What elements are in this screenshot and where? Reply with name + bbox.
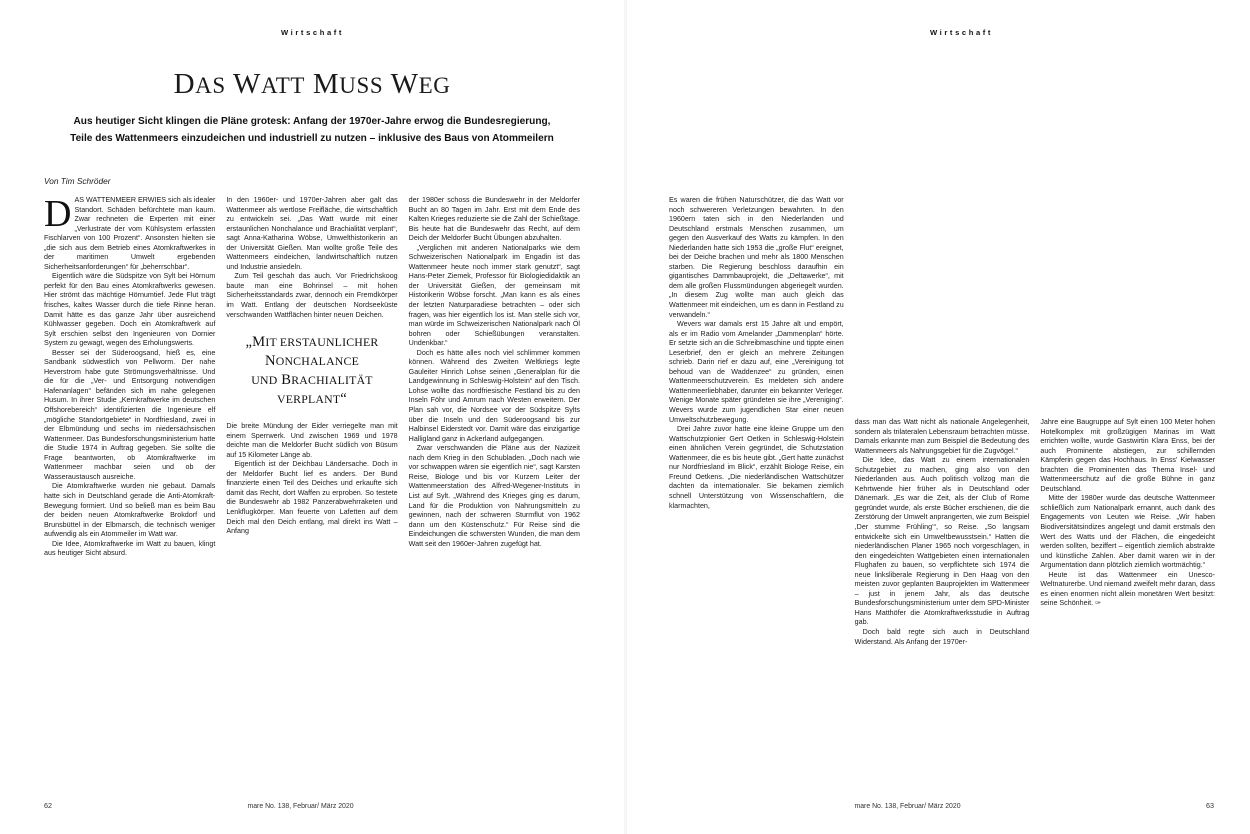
body-column-5 xyxy=(855,196,1030,784)
column-3-para-1: der 1980er schoss die Bundeswehr in der Meldorfer Bucht an 80 Tagen im Jahr. Erst mit dem Ende des Kalten Krieges reduzierte sie die Zahl der Schießtage. Bis heute hat die Bundeswehr das Recht, auf dem Deich der Meldorfer Bucht Übungen abzuhalten. xyxy=(408,196,580,243)
body-column-6 xyxy=(1040,196,1215,784)
column-2-para-1: In den 1960er- und 1970er-Jahren aber galt das Wattenmeer als wertlose Freifläche, die wirtschaftlich zu entwickeln sei. „Das Watt wurde mit einer erstaunlichen Nonchalance und Brachialität verplant“, sagt Anna-Katharina Wöbse, Umwelthistorikerin an der Universität Gießen. Man wollte große Teile des Wattenmeers eindeichen, landwirtschaftlich nutzen und Industrie ansiedeln. xyxy=(226,196,398,271)
headline-block xyxy=(44,68,580,147)
pull-quote-line-2: NONCHALANCE xyxy=(264,353,359,370)
column-4-para-1-full: Es waren die frühen Naturschützer, die das Watt vor noch schwereren Verletzungen bewahrten. In den 1960ern taten sich in den Niederlanden und Deutschland erstmals Menschen zusammen, um gegen den Ausverkauf des Watts zu kämpfen. In den Niederlanden hatte sich 1953 die „große Flut“ ereignet, bei der Deiche brachen und mehr als 1800 Menschen starben. Die Regierung beschloss daraufhin ein gigantisches Dammbauprojekt, die „Deltawerke“, mit dem alle großen Flussmündungen abgeriegelt wurden. „In diesem Zug wollte man auch gleich das Wattenmeer mit eindeichen, um es dann in Festland zu verwandeln.“ xyxy=(669,196,844,319)
column-6-para-2: Mitte der 1980er wurde das deutsche Wattenmeer schließlich zum Nationalpark ernannt, auch dank des Engagements von Leuten wie Reise. „Wir haben Biodiversitätsindizes angelegt und damit erstmals den Wert des Watts und der Flächen, die eingedeicht werden sollten, beziffert – eigentlich ziemlich abstrakte und künstliche Zahlen. Aber damit waren wir in der Argumentation dann plötzlich ziemlich wortmächtig.“ xyxy=(1040,494,1216,570)
subhead-line-1: Aus heutiger Sicht klingen die Pläne grotesk: Anfang der 1970er-Jahre erwog die Bundesregierung, xyxy=(73,116,551,127)
subhead xyxy=(44,114,580,147)
column-6-para-3: Heute ist das Wattenmeer ein Unesco-Weltnaturerbe. Und niemand zweifelt mehr daran, dass es einen enormen nicht allein monetären Wert besitzt: seine Schönheit. ✑ xyxy=(1040,570,1216,608)
body-column-2 xyxy=(226,196,397,784)
drop-cap: D xyxy=(44,193,72,235)
body-column-1 xyxy=(44,193,216,784)
column-2-para-4: Eigentlich ist der Deichbau Ländersache. Doch in der Meldorfer Bucht lief es anders. Der Bund finanzierte einen Teil des Deiches und erkaufte sich damit das Recht, dort Waffen zu erproben. So testete die Bundeswehr ab 1982 Panzerabwehrraketen und Lenkflugkörper. Man feuerte von Lafetten auf dem Deich mal den Deich entlang, mal direkt ins Watt – Anfang xyxy=(226,460,398,536)
body-columns-right xyxy=(669,196,1215,784)
column-1-para-1: AS WATTENMEER ERWIES sich als idealer Standort. Schäden befürchtete man kaum. Zwar rechneten die Experten mit einer „Verlustrate der vom Kühlsystem erfassten Fischlarven von 100 Prozent“. Ansonsten hielten sie „die sich aus dem Betrieb eines Atomkraftwerkes in der maritimen Umwelt ergebenden Sicherheitsanforderungen“ für „beherrschbar“. xyxy=(44,196,216,271)
column-6-para-1: Jahre eine Baugruppe auf Sylt einen 100 Meter hohen Hotelkomplex mit großzügigen Marinas im Watt errichten wollte, wurde Gastwirtin Klara Enss, bei der auch Prominente abstiegen, zur schillernden Kämpferin gegen das Hochhaus. In Enss' Kielwasser brachten die Prominenten das Thema Insel- und Wattenmeerschutz auf die große Bühne in ganz Deutschland. xyxy=(1040,418,1216,493)
column-5-para-3: Doch bald regte sich auch in Deutschland Widerstand. Als Anfang der 1970er- xyxy=(854,628,1030,646)
column-4-para-2: Wevers war damals erst 15 Jahre alt und empört, als er im Radio vom Amelander „Dammenplan“ hörte. Er setzte sich an die Schreibmaschine und tippte einen Leserbrief, den er gleich an mehrere Zeitungen schrieb. Darin rief er dazu auf, eine „Vereinigung tot behoud van de Waddenzee“ zu gründen, einen Wattenmeerschutzverein. Es meldeten sich andere Wattenmeerliebhaber, darunter ein bekannter Verleger. Wenige Monate später gründeten sie ihre „Vereniging“. Wevers wurde zum jugendlichen Star einer neuen Umweltschutzbewegung. xyxy=(669,320,844,424)
pull-quote-line-1: „MIT ERSTAUNLICHER xyxy=(245,334,379,351)
column-1-para-5: Die Idee, Atomkraftwerke im Watt zu bauen, klingt aus heutiger Sicht absurd. xyxy=(44,539,216,558)
pull-quote-line-3: UND BRACHIALITÄT xyxy=(251,372,373,389)
column-2-para-2: Zum Teil geschah das auch. Vor Friedrichskoog baute man eine Bohrinsel – mit hohen Sicherheitsstandards zwar, dennoch ein Fremdkörper im Watt. Entlang der deutschen Nordseeküste verschwanden Wattflächen hinter neuen Deichen. xyxy=(226,272,398,319)
lead-paragraph xyxy=(44,193,216,272)
running-head-right: Wirtschaft xyxy=(929,28,994,37)
folio-right: 63 xyxy=(1206,801,1214,810)
column-3-para-3: Doch es hätte alles noch viel schlimmer kommen können. Während des Zweiten Weltkriegs legte Gauleiter Hinrich Lohse seinen „Generalplan für die Landgewinnung in Schleswig-Holstein“ auf den Tisch. Lohse wollte das nordfriesische Festland bis zu den Inseln Föhr und Amrum nach Westen erweitern. Der Plan sah vor, die Nordsee vor der Südspitze Sylts über die Inseln und den Süderoogsand bis zur Halbinsel Eiderstedt vor. Damit wäre das einzigartige Halligland ganz in Ackerland aufgegangen. xyxy=(408,348,580,443)
page-title: DAS WATT MUSS WEG xyxy=(173,68,451,100)
column-3-para-2: „Verglichen mit anderen Nationalparks wie dem Schweizerischen Nationalpark im Engadin ist das Wattenmeer heute noch immer stark genutzt“, sagt Hans-Peter Ziemek, Professor für Biologiedidaktik an der Universität Gießen, der gemeinsam mit Historikerin Wöbse forscht. „Man kann es als eines der letzten Naturparadiese betrachten – oder sich fragen, was hier eigentlich los ist. Man stelle sich vor, man würde im Schweizerischen Nationalpark nach Öl bohren oder Schießübungen veranstalten. Undenkbar.“ xyxy=(408,243,580,348)
folio-left: 62 xyxy=(44,801,52,810)
body-columns-left xyxy=(44,193,580,784)
column-5-para-2: Die Idee, das Watt zu einem internationalen Schutzgebiet zu machen, ging also von den Niederlanden aus. Auch politisch vollzog man die Kehrtwende hier früher als in Deutschland oder Dänemark. „Es war die Zeit, als der Club of Rome gegründet wurde, als erste Bücher erschienen, die die Zerstörung der Umwelt anprangerten, wie zum Beispiel ,Der stumme Frühling‘“, so Reise. „So langsam entwickelte sich ein Umweltbewusstsein.“ Hatten die niederländischen Planer 1965 noch vorgeschlagen, in den eingedeichten Wattgebieten einen internationalen Flughafen zu bauen, so verpflichtete sich 1974 die neue linksliberale Regierung in Den Haag von den meisten zuvor geplanten Bauprojekten im Wattenmeer – just in jenem Jahr, als das deutsche Bundesforschungsministerium unter dem SPD-Minister Hans Matthöfer die Atomkraftwerksstudie in Auftrag gab. xyxy=(854,456,1030,627)
body-column-3 xyxy=(409,196,580,784)
column-3-para-4: Zwar verschwanden die Pläne aus der Nazizeit nach dem Krieg in den Schubladen. „Doch nach wie vor schwappen wären sie eigentlich nie“, sagt Karsten Reise, Biologe und bis vor Kurzem Leiter der Wattenmeerstation des Alfred-Wegener-Instituts in List auf Sylt. „Während des Krieges ging es darum, Land für die Produktion von Nahrungsmitteln zu gewinnen, nach der schweren Sturmflut von 1962 dann um den Küstenschutz.“ Für Reise sind die Eindeichungen die schwersten Wunden, die man dem Watt seit den 1960er-Jahren zugefügt hat. xyxy=(408,444,580,548)
pull-quote-line-4: VERPLANT“ xyxy=(277,391,347,408)
column-5-para-1: dass man das Watt nicht als nationale Angelegenheit, sondern als trilateralen Lebensraum betrachten müsse. Damals erkannte man zum Beispiel die Bedeutung des Wattenmeers als Nahrungsgebiet für die Zugvögel.“ xyxy=(854,418,1030,455)
column-1-para-4: Die Atomkraftwerke wurden nie gebaut. Damals hatte sich in Deutschland gerade die Anti-Atomkraft-Bewegung formiert. Und so beließ man es beim Bau der beiden neuen Atomkraftwerke Brokdorf und Brunsbüttel in der Elbmarsch, die technisch weniger aufwendig als ein Atommeiler im Watt war. xyxy=(44,482,216,539)
column-1-para-2: Eigentlich wäre die Südspitze von Sylt bei Hörnum perfekt für den Bau eines Atomkraftwerks gewesen. Hier strömt das mächtige Hörnumtief. Jede Flut trägt frisches, kaltes Wasser durch die tiefe Rinne heran. Damit hätte es das ganze Jahr über ausreichend Kühlwasser gegeben. Doch ein Atomkraftwerk auf Sylt erschien selbst den Ingenieuren von Dornier System zu gewagt, wegen des Erholungswerts. xyxy=(44,272,216,348)
body-column-4-full xyxy=(669,196,844,784)
byline: Von Tim Schröder xyxy=(44,176,111,186)
issue-source-left: mare No. 138, Februar/ März 2020 xyxy=(247,803,354,810)
running-head-left: Wirtschaft xyxy=(280,28,345,37)
column-1-para-3: Besser sei der Süderoogsand, hieß es, eine Sandbank südwestlich von Pellworm. Der nahe Heverstrom habe gute Strömungsverhältnisse. Und die für die „Ver- und Entsorgung notwendigen Hafenanlagen“ befänden sich im nahe gelegenen Husum. In ihrer Studie „Kernkraftwerke im deutschen Offshorebereich“ identifizierten die Ingenieure elf „mögliche Standortgebiete“ in Nordfriesland, zwei in der Elbmündung und sechs im niedersächsischen Wattenmeer. Das Bundesforschungsministerium hatte die Studie 1974 in Auftrag gegeben. Sie sollte die Frage beantworten, ob Atomkraftwerke im Wattenmeer machbar seien und ob der Wasseraustausch ausreiche. xyxy=(44,348,216,481)
subhead-line-2: Teile des Wattenmeers einzudeichen und industriell zu nutzen – inklusive des Baus von Atommeilern xyxy=(70,132,554,144)
issue-source-right: mare No. 138, Februar/ März 2020 xyxy=(854,803,961,810)
pull-quote xyxy=(226,333,397,409)
column-2-para-3: Die breite Mündung der Eider verriegelte man mit einem Sperrwerk. Und zwischen 1969 und 1978 deichte man die Meldorfer Bucht südlich von Büsum auf 15 Kilometer Länge ab. xyxy=(226,422,398,459)
column-4-para-3: Drei Jahre zuvor hatte eine kleine Gruppe um den Wattschutzpionier Gert Oetken in Schleswig-Holstein einen ähnlichen Verein gegründet, die Schutzstation Wattenmeer, die es bis heute gibt. „Gert hatte zunächst nur Nordfriesland im Blick“, erzählt Biologe Reise, ein Freund Oetkens. „Die niederländischen Wattschützer dachten da internationaler. Sie bekamen ziemlich schnell Unterstützung von Wissenschaftlern, die klarmachten, xyxy=(669,425,844,510)
page-right xyxy=(625,0,1250,834)
